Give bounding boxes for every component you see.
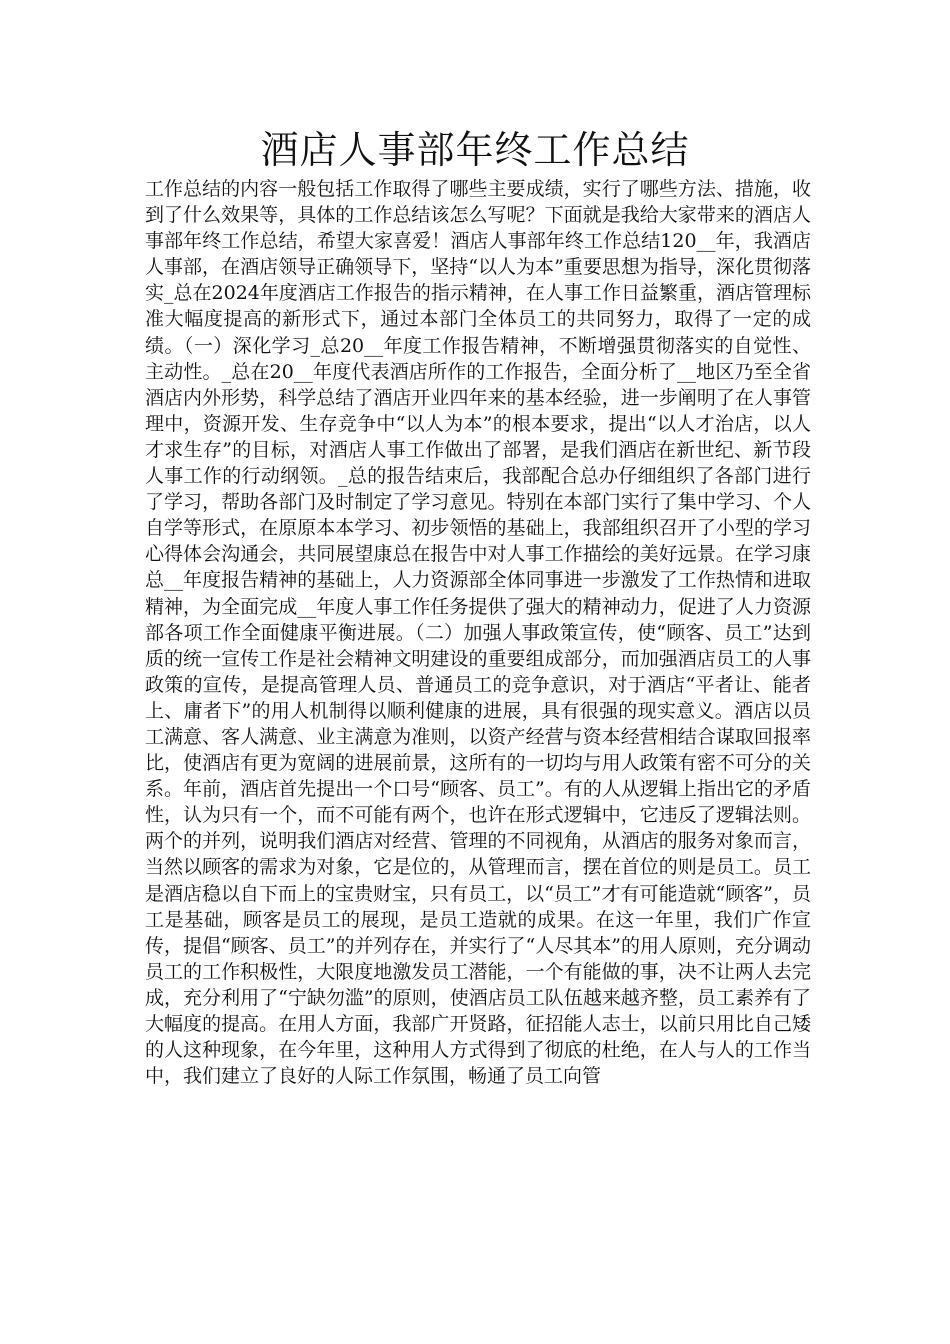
- body-paragraph: 工作总结的内容一般包括工作取得了哪些主要成绩，实行了哪些方法、措施，收到了什么效果等，具体的工作总结该怎么写呢？下面就是我给大家带来的酒店人事部年终工作总结，希望大家喜爱！酒店人事部年终工作总结120__年，我酒店人事部，在酒店领导正确领导下，坚持“以人为本”重要思想为指导，深化贯彻落实_总在2024年度酒店工作报告的指示精神，在人事工作日益繁重，酒店管理标准大幅度提高的新形式下，通过本部门全体员工的共同努力，取得了一定的成绩。（一）深化学习_总20__年度工作报告精神，不断增强贯彻落实的自觉性、主动性。_总在20__年度代表酒店所作的工作报告，全面分析了__地区乃至全省酒店内外形势，科学总结了酒店开业四年来的基本经验，进一步阐明了在人事管理中，资源开发、生存竞争中“以人为本”的根本要求，提出“以人才治店，以人才求生存”的目标，对酒店人事工作做出了部署，是我们酒店在新世纪、新节段人事工作的行动纲领。_总的报告结束后，我部配合总办仔细组织了各部门进行了学习，帮助各部门及时制定了学习意见。特别在本部门实行了集中学习、个人自学等形式，在原原本本学习、初步领悟的基础上，我部组织召开了小型的学习心得体会沟通会，共同展望康总在报告中对人事工作描绘的美好远景。在学习康总__年度报告精神的基础上，人力资源部全体同事进一步激发了工作热情和进取精神，为全面完成__年度人事工作任务提供了强大的精神动力，促进了人力资源部各项工作全面健康平衡进展。（二）加强人事政策宣传，使“顾客、员工”达到质的统一宣传工作是社会精神文明建设的重要组成部分，而加强酒店员工的人事政策的宣传，是提高管理人员、普通员工的竞争意识，对于酒店“平者让、能者上、庸者下”的用人机制得以顺利健康的进展，具有很强的现实意义。酒店以员工满意、客人满意、业主满意为准则，以资产经营与资本经营相结合谋取回报率比，使酒店有更为宽阔的进展前景，这所有的一切均与用人政策有密不可分的关系。年前，酒店首先提出一个口号“顾客、员工”。有的人从逻辑上指出它的矛盾性，认为只有一个，而不可能有两个，也许在形式逻辑中，它违反了逻辑法则。两个的并列，说明我们酒店对经营、管理的不同视角，从酒店的服务对象而言，当然以顾客的需求为对象，它是位的，从管理而言，摆在首位的则是员工。员工是酒店稳以自下而上的宝贵财宝，只有员工，以“员工”才有可能造就“顾客”，员工是基础，顾客是员工的展现，是员工造就的成果。在这一年里，我们广作宣传，提倡“顾客、员工”的并列存在，并实行了“人尽其本”的用人原则，充分调动员工的工作积极性，大限度地激发员工潜能，一个有能做的事，决不让两人去完成，充分利用了“宁缺勿滥”的原则，使酒店员工队伍越来越齐整，员工素养有了大幅度的提高。在用人方面，我部广开贤路，征招能人志士，以前只用比自己矮的人这种现象，在今年里，这种用人方式得到了彻底的杜绝，在人与人的工作当中，我们建立了良好的人际工作氛围，畅通了员工向管: [145, 178, 811, 1088]
- document-body: [145, 176, 811, 1089]
- document-title: 酒店人事部年终工作总结: [260, 128, 690, 172]
